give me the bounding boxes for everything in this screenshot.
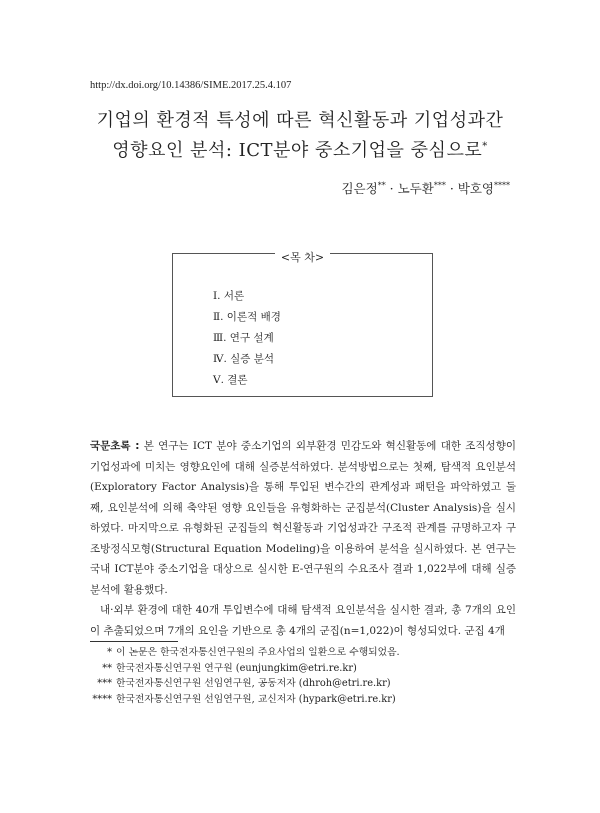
paper-title-line-2-text: 영향요인 분석: ICT분야 중소기업을 중심으로 — [112, 140, 483, 161]
paper-title-line-1: 기업의 환경적 특성에 따른 혁신활동과 기업성과간 — [96, 110, 504, 131]
footnote-mark: **** — [92, 693, 112, 705]
author-footnote-mark: ** — [377, 180, 386, 190]
toc-title: <목 차> — [275, 251, 330, 264]
author-name: 박호영 — [457, 181, 494, 196]
abstract-label: 국문초록 : — [90, 440, 140, 452]
doi-link[interactable]: http://dx.doi.org/10.14386/SIME.2017.25.4.107 — [90, 80, 292, 91]
toc-item: Ⅲ. 연구 설계 — [213, 332, 274, 344]
author-list — [341, 179, 510, 197]
author-footnote-mark: **** — [494, 180, 510, 190]
author-footnote-mark: *** — [433, 180, 446, 190]
paper-title-line-2 — [60, 136, 540, 162]
footnote — [88, 692, 400, 708]
footnote-text: 한국전자통신연구원 연구원 (eunjungkim@etri.re.kr) — [116, 662, 357, 674]
abstract-paragraph-1 — [90, 436, 516, 600]
footnote-mark: * — [107, 647, 112, 658]
footnote — [88, 661, 400, 677]
korean-abstract — [90, 436, 516, 641]
toc-item: Ⅳ. 실증 분석 — [213, 353, 275, 365]
toc-item: Ⅰ. 서론 — [213, 290, 245, 302]
author-name: 노두환 — [397, 181, 434, 196]
abstract-paragraph-1-text: 본 연구는 ICT 분야 중소기업의 외부환경 민감도와 혁신활동에 대한 조직성향이 기업성과에 미치는 영향요인에 대해 실증분석하였다. 분석방법으로는 첫째, 탐색적 요인분석(Exploratory Factor Analysis)을 통해 투입된 변수간의 관계성과 패턴을 파악하였고 둘째, 요인분석에 의해 축약된 영향 요인들을 유형화하는 군집분석(Cluster Analysis)을 실시하였다. 마지막으로 유형화된 군집들의 혁신활동과 기업성과간 구조적 관계를 규명하고자 구조방정식모형(Structural Equation Modeling)을 이용하여 분석을 실시하였다. 본 연구는 국내 ICT분야 중소기업을 대상으로 실시한 E-연구원의 수요조사 결과 1,022부에 대해 실증분석에 활용했다. — [90, 440, 516, 596]
footnote-text: 이 논문은 한국전자통신연구원의 주요사업의 일환으로 수행되었음. — [116, 647, 400, 658]
author-name: 김은정 — [341, 181, 378, 196]
abstract-paragraph-2: 내·외부 환경에 대한 40개 투입변수에 대해 탐색적 요인분석을 실시한 결과, 총 7개의 요인이 추출되었으며 7개의 요인을 기반으로 총 4개의 군집(n=1,022)이 형성되었다. 군집 4개 — [90, 604, 516, 637]
footnote-text: 한국전자통신연구원 선임연구원, 교신저자 (hypark@etri.re.kr) — [116, 693, 396, 705]
footnotes — [88, 645, 400, 707]
author-separator: · — [445, 181, 458, 196]
author-separator: · — [385, 181, 398, 196]
footnote — [88, 676, 400, 692]
footnote — [88, 645, 400, 661]
footnote-mark: *** — [97, 678, 112, 690]
toc-item: Ⅴ. 결론 — [213, 374, 248, 386]
title-footnote-mark: * — [482, 141, 488, 152]
toc-item: Ⅱ. 이론적 배경 — [213, 311, 281, 323]
footnote-divider — [90, 641, 178, 642]
footnote-mark: ** — [102, 662, 112, 674]
table-of-contents — [172, 253, 433, 397]
footnote-text: 한국전자통신연구원 선임연구원, 공동저자 (dhroh@etri.re.kr) — [116, 678, 391, 690]
